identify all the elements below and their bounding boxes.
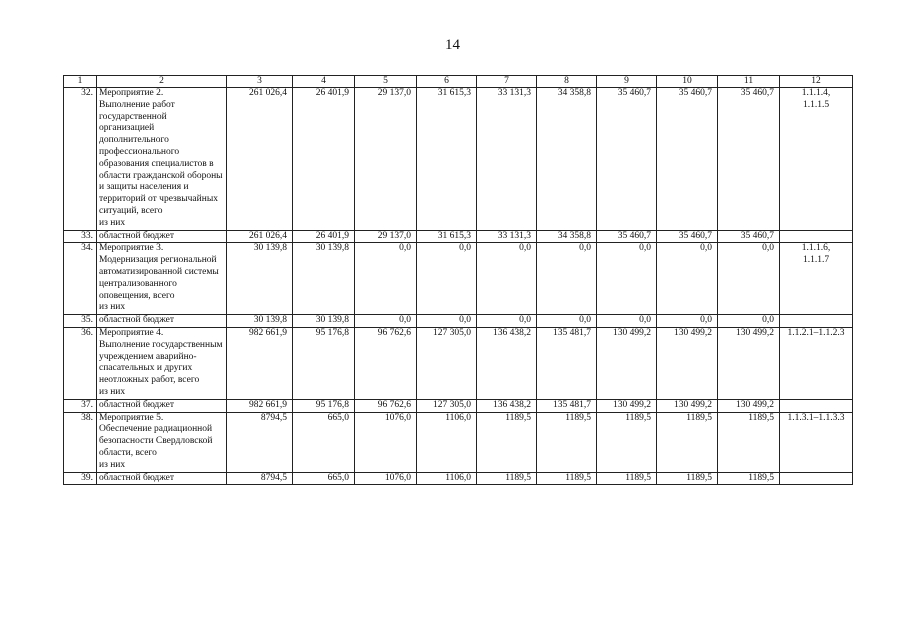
- target-reference-text: 1.1.1.6, 1.1.1.7: [801, 243, 831, 266]
- value-cell: 29 137,0: [355, 230, 417, 243]
- value-cell: 30 139,8: [293, 243, 355, 315]
- row-number: 33.: [64, 230, 97, 243]
- value-cell: 35 460,7: [657, 230, 718, 243]
- value-cell: 31 615,3: [417, 230, 477, 243]
- value-cell: 0,0: [537, 315, 597, 328]
- header-cell: 2: [97, 76, 227, 88]
- row-description-text: Мероприятие 3. Модернизация региональной автоматизированной системы централизованного оповещения, всего из них: [99, 243, 219, 313]
- value-cell: 1189,5: [657, 412, 718, 472]
- value-cell: 0,0: [477, 243, 537, 315]
- value-cell: 35 460,7: [718, 88, 780, 231]
- value-cell: 1076,0: [355, 472, 417, 485]
- value-cell: 136 438,2: [477, 399, 537, 412]
- header-cell: 11: [718, 76, 780, 88]
- table-row: [64, 399, 853, 412]
- row-description-text: областной бюджет: [99, 230, 175, 241]
- value-cell: 31 615,3: [417, 88, 477, 231]
- target-reference-text: 1.1.3.1–1.1.3.3: [787, 412, 845, 423]
- table-row: [64, 412, 853, 472]
- value-cell: 1106,0: [417, 412, 477, 472]
- value-cell: 665,0: [293, 412, 355, 472]
- value-cell: 1189,5: [477, 472, 537, 485]
- value-cell: 0,0: [477, 315, 537, 328]
- header-cell: 6: [417, 76, 477, 88]
- value-cell: 0,0: [355, 243, 417, 315]
- value-cell: 96 762,6: [355, 399, 417, 412]
- target-reference: [780, 243, 853, 315]
- value-cell: 8794,5: [227, 472, 293, 485]
- header-cell: 7: [477, 76, 537, 88]
- target-reference: [780, 315, 853, 328]
- value-cell: 0,0: [537, 243, 597, 315]
- value-cell: 261 026,4: [227, 230, 293, 243]
- value-cell: 1106,0: [417, 472, 477, 485]
- row-description: [97, 88, 227, 231]
- value-cell: 34 358,8: [537, 88, 597, 231]
- value-cell: 0,0: [657, 315, 718, 328]
- page-number: 14: [445, 37, 460, 53]
- value-cell: 0,0: [657, 243, 718, 315]
- row-number: 39.: [64, 472, 97, 485]
- target-reference: [780, 399, 853, 412]
- row-description: [97, 230, 227, 243]
- value-cell: 0,0: [718, 315, 780, 328]
- row-description: [97, 315, 227, 328]
- value-cell: 1189,5: [657, 472, 718, 485]
- value-cell: 130 499,2: [597, 399, 657, 412]
- value-cell: 1189,5: [718, 412, 780, 472]
- table-row: [64, 88, 853, 231]
- row-description-text: областной бюджет: [99, 315, 175, 326]
- value-cell: 130 499,2: [657, 399, 718, 412]
- header-cell: 9: [597, 76, 657, 88]
- row-number: 36.: [64, 327, 97, 399]
- target-reference: [780, 412, 853, 472]
- row-description-text: Мероприятие 4. Выполнение государственным учреждением аварийно-спасательных и других неотложных работ, всего из них: [99, 327, 223, 397]
- value-cell: 34 358,8: [537, 230, 597, 243]
- value-cell: 665,0: [293, 472, 355, 485]
- value-cell: 26 401,9: [293, 88, 355, 231]
- target-reference-text: 1.1.2.1–1.1.2.3: [787, 327, 845, 338]
- value-cell: 1076,0: [355, 412, 417, 472]
- value-cell: 30 139,8: [293, 315, 355, 328]
- target-reference: [780, 230, 853, 243]
- header-row: [64, 76, 853, 88]
- value-cell: 30 139,8: [227, 243, 293, 315]
- value-cell: 127 305,0: [417, 399, 477, 412]
- row-description-text: Мероприятие 2. Выполнение работ государственной организацией дополнительного профессионального образования специалистов в области гражданской обороны и защиты населения и территорий от чрезвычайных ситуаций, всего из них: [99, 88, 223, 228]
- table-row: [64, 243, 853, 315]
- value-cell: 0,0: [417, 243, 477, 315]
- row-description-text: областной бюджет: [99, 472, 175, 483]
- value-cell: 982 661,9: [227, 399, 293, 412]
- value-cell: 95 176,8: [293, 399, 355, 412]
- value-cell: 135 481,7: [537, 399, 597, 412]
- value-cell: 130 499,2: [718, 399, 780, 412]
- row-description-text: областной бюджет: [99, 399, 175, 410]
- value-cell: 127 305,0: [417, 327, 477, 399]
- table-row: [64, 472, 853, 485]
- row-description-text: Мероприятие 5. Обеспечение радиационной безопасности Свердловской области, всего из них: [99, 412, 213, 470]
- header-cell: 5: [355, 76, 417, 88]
- value-cell: 8794,5: [227, 412, 293, 472]
- value-cell: 130 499,2: [597, 327, 657, 399]
- value-cell: 0,0: [597, 243, 657, 315]
- value-cell: 0,0: [355, 315, 417, 328]
- value-cell: 1189,5: [597, 472, 657, 485]
- value-cell: 35 460,7: [657, 88, 718, 231]
- value-cell: 130 499,2: [657, 327, 718, 399]
- value-cell: 1189,5: [477, 412, 537, 472]
- target-reference-text: 1.1.1.4, 1.1.1.5: [801, 88, 831, 110]
- value-cell: 130 499,2: [718, 327, 780, 399]
- row-number: 35.: [64, 315, 97, 328]
- row-number: 37.: [64, 399, 97, 412]
- row-description: [97, 472, 227, 485]
- table-row: [64, 315, 853, 328]
- row-description: [97, 412, 227, 472]
- header-cell: 4: [293, 76, 355, 88]
- target-reference: [780, 327, 853, 399]
- value-cell: 35 460,7: [597, 230, 657, 243]
- row-description: [97, 243, 227, 315]
- row-description: [97, 327, 227, 399]
- header-cell: 12: [780, 76, 853, 88]
- value-cell: 33 131,3: [477, 230, 537, 243]
- value-cell: 0,0: [417, 315, 477, 328]
- value-cell: 1189,5: [597, 412, 657, 472]
- value-cell: 135 481,7: [537, 327, 597, 399]
- value-cell: 30 139,8: [227, 315, 293, 328]
- target-reference: [780, 472, 853, 485]
- budget-table: [63, 75, 853, 485]
- value-cell: 35 460,7: [597, 88, 657, 231]
- value-cell: 1189,5: [537, 472, 597, 485]
- value-cell: 982 661,9: [227, 327, 293, 399]
- value-cell: 95 176,8: [293, 327, 355, 399]
- header-cell: 10: [657, 76, 718, 88]
- value-cell: 1189,5: [537, 412, 597, 472]
- value-cell: 29 137,0: [355, 88, 417, 231]
- target-reference: [780, 88, 853, 231]
- value-cell: 33 131,3: [477, 88, 537, 231]
- header-cell: 8: [537, 76, 597, 88]
- row-number: 34.: [64, 243, 97, 315]
- value-cell: 261 026,4: [227, 88, 293, 231]
- value-cell: 26 401,9: [293, 230, 355, 243]
- value-cell: 0,0: [597, 315, 657, 328]
- value-cell: 1189,5: [718, 472, 780, 485]
- header-cell: 3: [227, 76, 293, 88]
- value-cell: 35 460,7: [718, 230, 780, 243]
- row-description: [97, 399, 227, 412]
- row-number: 32.: [64, 88, 97, 231]
- table-row: [64, 230, 853, 243]
- value-cell: 136 438,2: [477, 327, 537, 399]
- table-row: [64, 327, 853, 399]
- row-number: 38.: [64, 412, 97, 472]
- value-cell: 96 762,6: [355, 327, 417, 399]
- value-cell: 0,0: [718, 243, 780, 315]
- header-cell: 1: [64, 76, 97, 88]
